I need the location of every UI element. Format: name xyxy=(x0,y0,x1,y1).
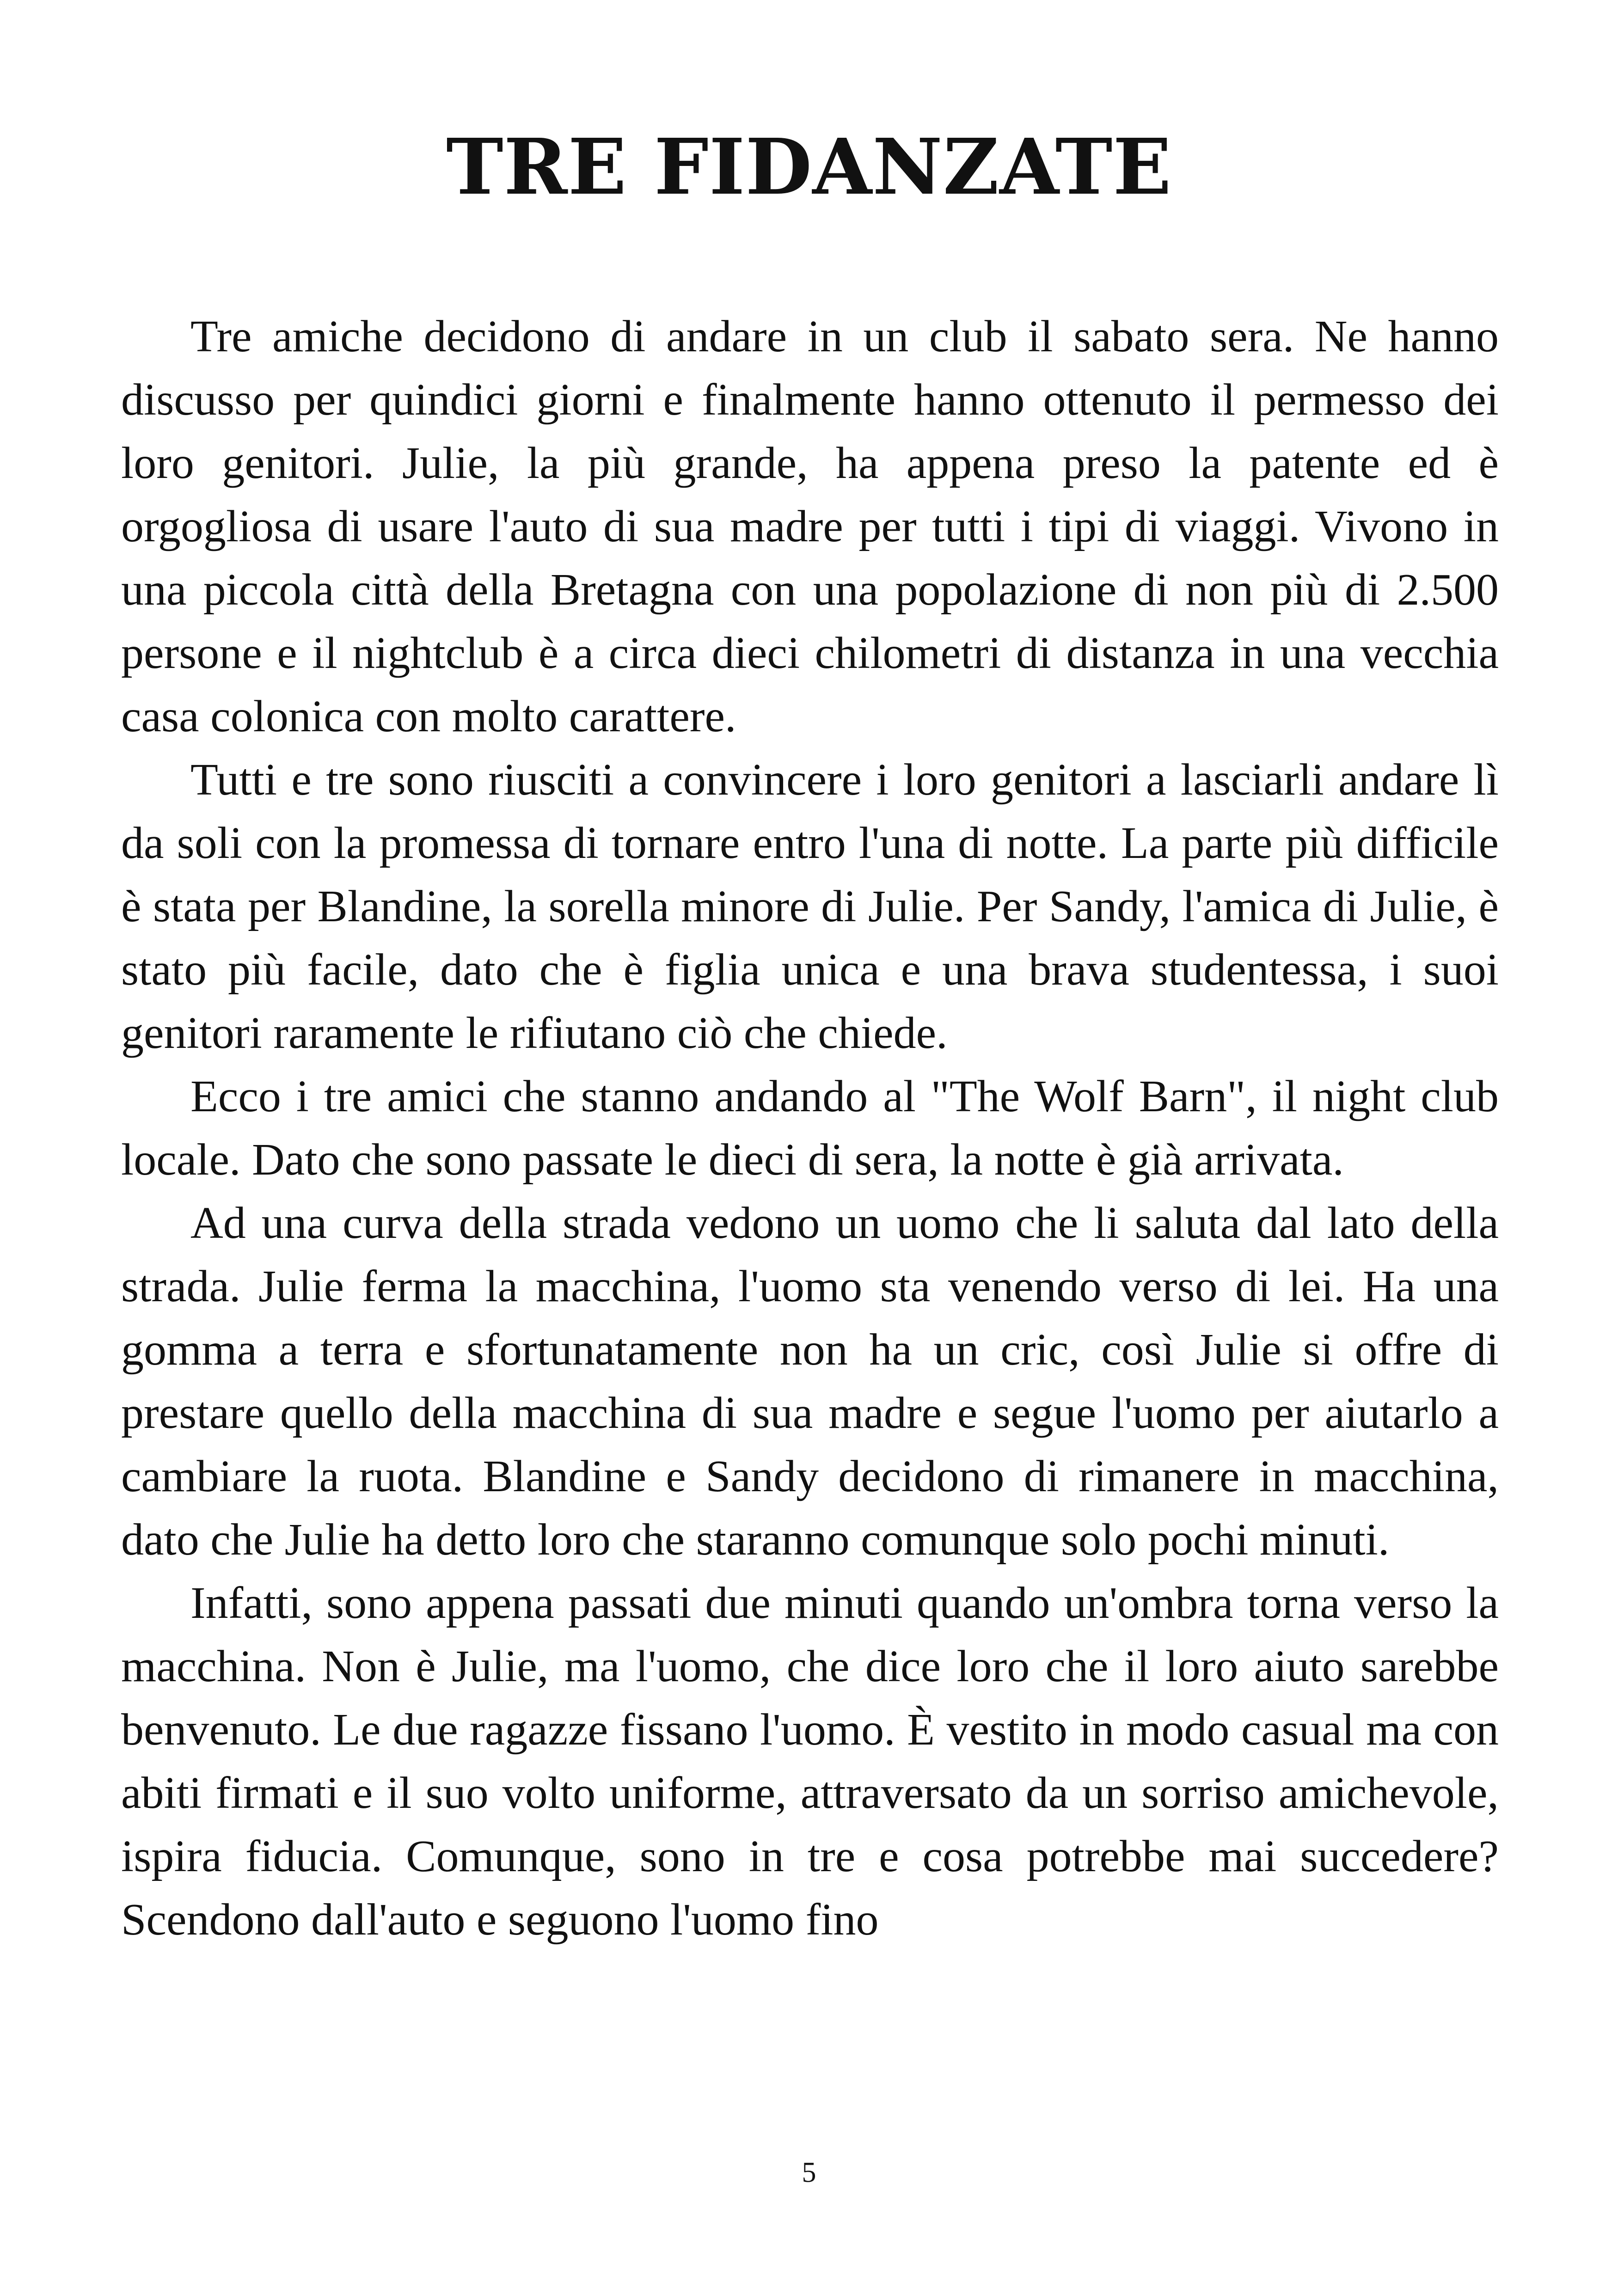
paragraph: Infatti, sono appena passati due minuti quando un'ombra torna verso la macchina. Non è Julie, ma l'uomo, che dice loro che il loro aiuto sarebbe benvenuto. Le due ragazze fissano l'uomo. È vestito in modo casual ma con abiti firmati e il suo volto uniforme, attraversato da un sorriso amichevole, ispira fiducia. Comunque, sono in tre e cosa potrebbe mai succedere? Scendono dall'auto e seguono l'uomo fino xyxy=(121,1578,1499,1945)
paragraph: Ad una curva della strada vedono un uomo che li saluta dal lato della strada. Julie ferma la macchina, l'uomo sta venendo verso di lei. Ha una gomma a terra e sfortunatamente non ha un cric, così Julie si offre di prestare quello della macchina di sua madre e segue l'uomo per aiutarlo a cambiare la ruota. Blandine e Sandy decidono di rimanere in macchina, dato che Julie ha detto loro che staranno comunque solo pochi minuti. xyxy=(121,1198,1499,1565)
paragraph: Tre amiche decidono di andare in un club il sabato sera. Ne hanno discusso per quindici giorni e finalmente hanno ottenuto il permesso dei loro genitori. Julie, la più grande, ha appena preso la patente ed è orgogliosa di usare l'auto di sua madre per tutti i tipi di viaggi. Vivono in una piccola città della Bretagna con una popolazione di non più di 2.500 persone e il nightclub è a circa dieci chilometri di distanza in una vecchia casa colonica con molto carattere. xyxy=(121,312,1499,741)
page-number: 5 xyxy=(802,2157,816,2188)
paragraph: Tutti e tre sono riusciti a convincere i loro genitori a lasciarli andare lì da soli con la promessa di tornare entro l'una di notte. La parte più difficile è stata per Blandine, la sorella minore di Julie. Per Sandy, l'amica di Julie, è stato più facile, dato che è figlia unica e una brava studentessa, i suoi genitori raramente le rifiutano ciò che chiede. xyxy=(121,755,1499,1058)
paragraph: Ecco i tre amici che stanno andando al "The Wolf Barn", il night club locale. Dato che sono passate le dieci di sera, la notte è già arrivata. xyxy=(121,1071,1499,1185)
chapter-body xyxy=(121,305,1499,1952)
chapter-title: TRE FIDANZATE xyxy=(446,122,1172,212)
